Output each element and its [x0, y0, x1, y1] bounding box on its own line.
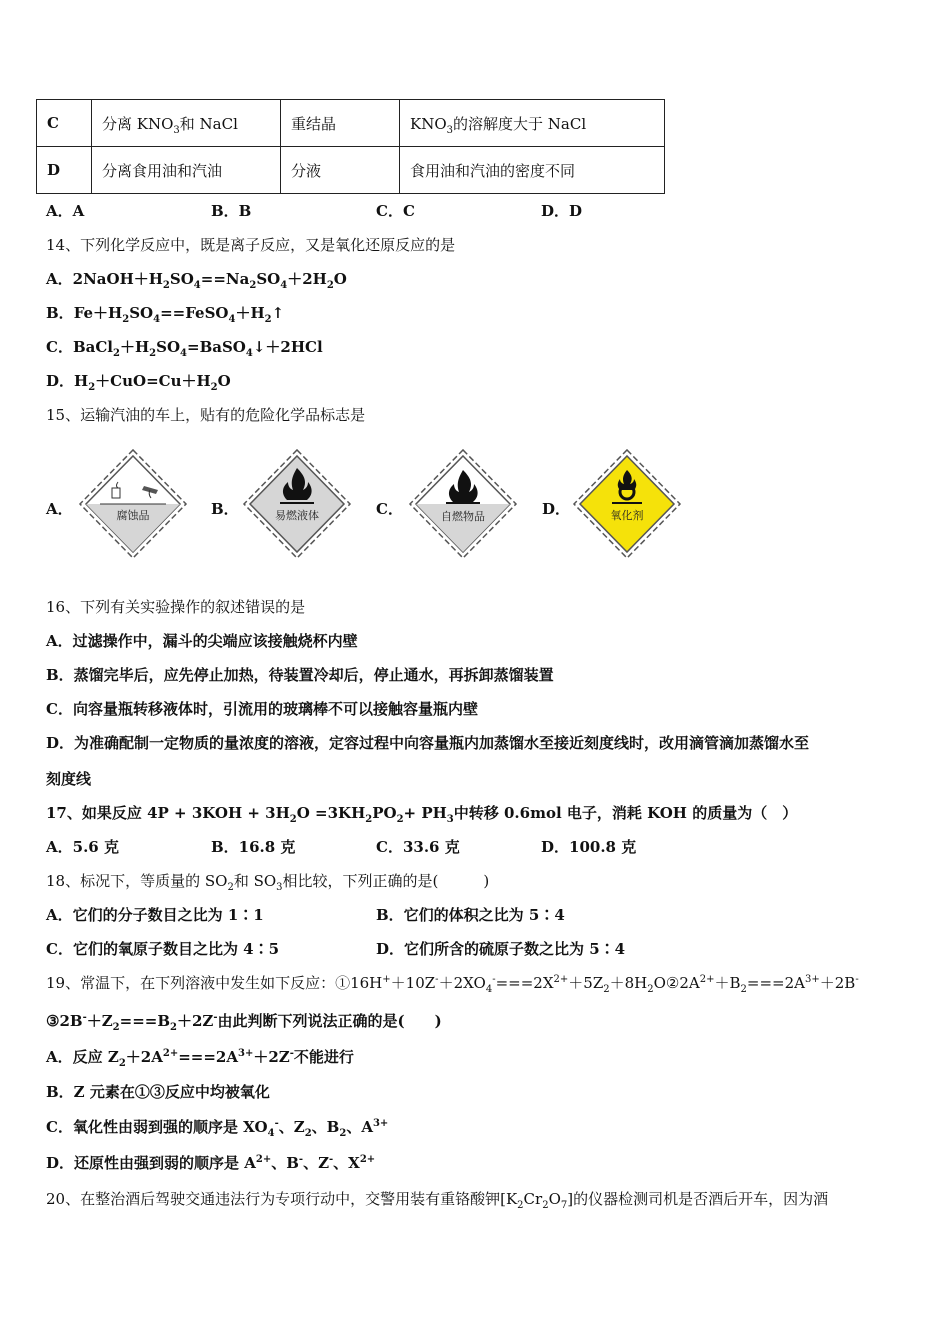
q19-option-b[interactable]: B．Z 元素在①③反应中均被氧化: [46, 1083, 270, 1101]
q14-option-d[interactable]: D．$H_2+CuO=Cu+H_2O$: [46, 372, 231, 393]
q16-option-b[interactable]: B．蒸馏完毕后，应先停止加热，待装置冷却后，停止通水，再拆卸蒸馏装置: [46, 666, 554, 684]
row-letter: D: [37, 147, 92, 194]
q16-stem: 16、下列有关实验操作的叙述错误的是: [46, 598, 306, 616]
flammable-liquid-sign[interactable]: [242, 448, 352, 560]
q19-option-d[interactable]: D．还原性由强到弱的顺序是 $A^{2+}$、B-、Z-、$X^{2+}$: [46, 1154, 376, 1172]
option-d[interactable]: D．它们所含的硫原子数之比为 5∶4: [376, 940, 626, 958]
q19-option-a[interactable]: A．反应 $Z_2+2A^{2+}===2A^{3+}+2Z^-$不能进行: [46, 1048, 354, 1069]
q16-option-c[interactable]: C．向容量瓶转移液体时，引流用的玻璃棒不可以接触容量瓶内壁: [46, 700, 478, 718]
method-cell: 分液: [281, 147, 400, 194]
option-a[interactable]: A．A: [46, 202, 85, 220]
sign-label: 自燃物品: [441, 510, 485, 523]
oxidizer-sign[interactable]: [572, 448, 682, 560]
q18-stem: 18、标况下，等质量的 $SO_2$和 $SO_3$相比较，下列正确的是( ): [46, 872, 490, 893]
option-c[interactable]: C．C: [376, 202, 415, 220]
table-row: [37, 147, 665, 194]
q14-option-a[interactable]: A．$2NaOH+H_2SO_4==Na_2SO_4+2H_2O$: [46, 270, 347, 291]
option-c-label[interactable]: C．: [376, 500, 403, 518]
q16-option-a[interactable]: A．过滤操作中，漏斗的尖端应该接触烧杯内壁: [46, 632, 358, 650]
method-cell: 重结晶: [281, 100, 400, 147]
sign-label: 氧化剂: [610, 509, 644, 522]
option-d-label[interactable]: D．: [542, 500, 571, 518]
q16-option-d[interactable]: D．为准确配制一定物质的量浓度的溶液，定容过程中向容量瓶内加蒸馏水至接近刻度线时，改用滴管滴加蒸馏水至: [46, 734, 810, 752]
spontaneously-combustible-sign[interactable]: [408, 448, 518, 560]
option-a[interactable]: A．它们的分子数目之比为 1∶1: [46, 906, 264, 924]
option-a[interactable]: A．5.6 克: [46, 838, 119, 856]
option-c[interactable]: C．33.6 克: [376, 838, 460, 856]
q17-options: [46, 836, 706, 857]
q20-stem: 20、在整治酒后驾驶交通违法行为专项行动中，交警用装有重铬酸钾$[K_2Cr_2O_7]$的仪器检测司机是否酒后开车，因为酒: [46, 1190, 829, 1211]
q19-option-c[interactable]: C．氧化性由弱到强的顺序是 $XO_4^-$、$Z_2$、$B_2$、$A^{3+}$: [46, 1118, 389, 1139]
purpose-cell: 分离 $KNO_3$和 NaCl: [92, 100, 281, 147]
q19-stem-line2: $③2B^-+Z_2===B_2+2Z^-$由此判断下列说法正确的是( ): [46, 1012, 442, 1033]
q18-options-row1: [46, 904, 706, 925]
q17-stem: 17、如果反应 $4P + 3KOH + 3H_2O =3KH_2PO_2+ PH_3$中转移 0.6mol 电子，消耗 KOH 的质量为（ ）: [46, 804, 798, 825]
q16-option-d-cont: 刻度线: [46, 770, 92, 788]
q19-stem-line1: 19、常温下，在下列溶液中发生如下反应：$①16H^++10Z^-+2XO_4^-===2X^{2+}+5Z_2+8H_2O②2A^{2+}+B_2===2A^{3+}+2B^-$: [46, 974, 859, 995]
purpose-cell: 分离食用油和汽油: [92, 147, 281, 194]
corrosive-sign[interactable]: [78, 448, 188, 560]
option-d[interactable]: D．D: [541, 202, 583, 220]
sign-label: 易燃液体: [275, 509, 319, 522]
q15-stem: 15、运输汽油的车上，贴有的危险化学品标志是: [46, 406, 366, 424]
option-c[interactable]: C．它们的氧原子数目之比为 4∶5: [46, 940, 280, 958]
option-b[interactable]: B．B: [211, 202, 252, 220]
sign-label: 腐蚀品: [116, 509, 150, 522]
q13-options: [46, 200, 706, 221]
table-row: [37, 100, 665, 147]
reason-cell: $KNO_3$的溶解度大于 NaCl: [400, 100, 665, 147]
q18-options-row2: [46, 938, 706, 959]
hazard-signs-row: [46, 448, 746, 564]
q14-option-b[interactable]: B．$Fe+H_2SO_4==FeSO_4+H_2↑$: [46, 304, 285, 325]
option-b[interactable]: B．它们的体积之比为 5∶4: [376, 906, 565, 924]
option-d[interactable]: D．100.8 克: [541, 838, 637, 856]
option-a-label[interactable]: A．: [46, 500, 73, 518]
comparison-table: [36, 99, 665, 194]
reason-cell: 食用油和汽油的密度不同: [400, 147, 665, 194]
option-b[interactable]: B．16.8 克: [211, 838, 296, 856]
row-letter: C: [37, 100, 92, 147]
q14-stem: 14、下列化学反应中，既是离子反应，又是氧化还原反应的是: [46, 236, 456, 254]
q14-option-c[interactable]: C．$BaCl_2+H_2SO_4=BaSO_4↓+2HCl$: [46, 338, 323, 359]
option-b-label[interactable]: B．: [211, 500, 239, 518]
